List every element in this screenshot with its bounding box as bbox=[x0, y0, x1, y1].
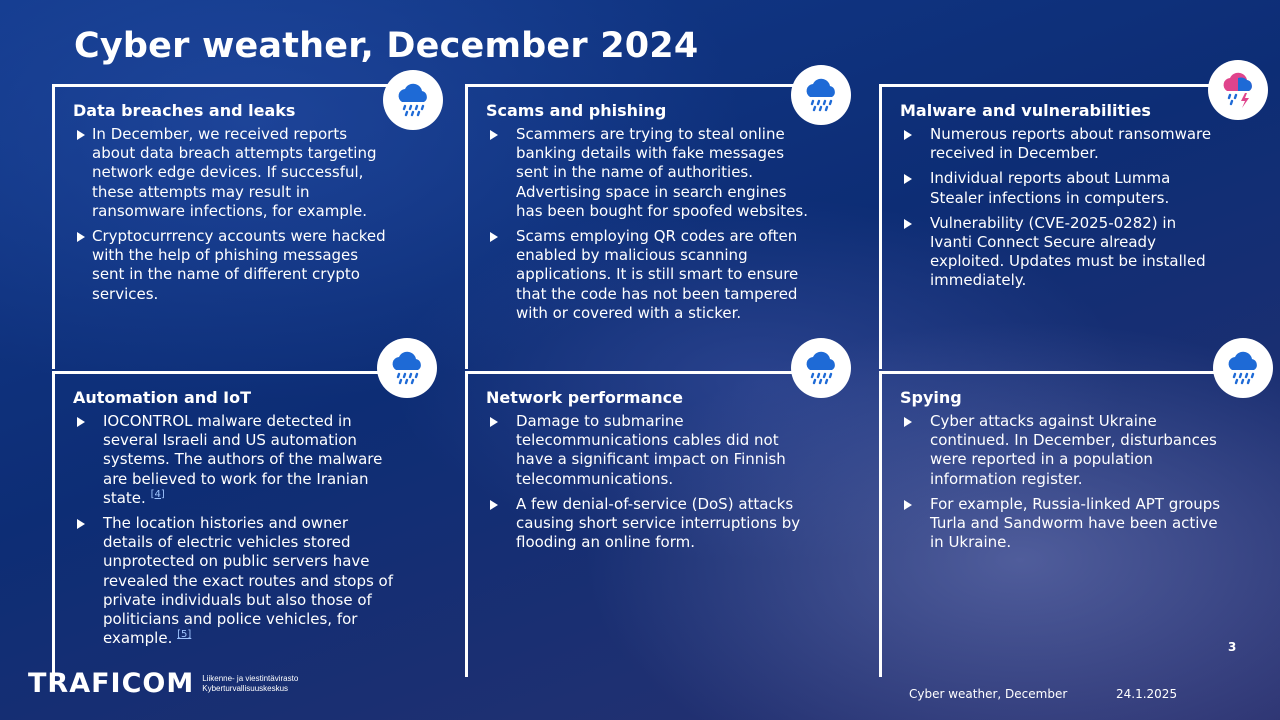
storm-cloud-icon bbox=[1208, 60, 1268, 120]
list-item: Cyber attacks against Ukraine continued. In December, disturbances were reported in a population information register. bbox=[902, 412, 1222, 489]
reference-link[interactable]: [4] bbox=[150, 488, 165, 500]
traficom-logo bbox=[28, 668, 298, 699]
list-item: Damage to submarine telecommunications cables did not have a significant impact on Finnish telecommunications. bbox=[488, 412, 808, 489]
list-item: Numerous reports about ransomware received in December. bbox=[902, 125, 1222, 163]
page-number: 3 bbox=[1228, 640, 1237, 654]
panel-spying bbox=[879, 371, 1239, 677]
panel-heading: Malware and vulnerabilities bbox=[900, 101, 1151, 120]
panel-data-breaches bbox=[52, 84, 412, 369]
bullet-list bbox=[75, 412, 395, 654]
rain-cloud-icon bbox=[791, 338, 851, 398]
footer-title: Cyber weather, December bbox=[909, 687, 1068, 701]
reference-link[interactable]: [5] bbox=[177, 629, 192, 641]
list-item: Individual reports about Lumma Stealer infections in computers. bbox=[902, 169, 1222, 207]
panel-scams-phishing bbox=[465, 84, 825, 369]
logo-subtitle bbox=[202, 674, 298, 694]
panel-network-performance bbox=[465, 371, 825, 677]
page-title: Cyber weather, December 2024 bbox=[74, 26, 699, 66]
logo-line-agency: Liikenne- ja viestintävirasto bbox=[202, 673, 299, 683]
logo-wordmark: TRAFICOM bbox=[28, 668, 195, 699]
rain-cloud-icon bbox=[383, 70, 443, 130]
list-item bbox=[75, 412, 395, 508]
list-item: Scams employing QR codes are often enabled by malicious scanning applications. It is still smart to ensure that the code has not been tampered with or covered with a sticker. bbox=[488, 227, 808, 323]
list-item: In December, we received reports about data breach attempts targeting network edge devices. If successful, these attempts may result in ransomware infections, for example. bbox=[75, 125, 395, 221]
footer-date: 24.1.2025 bbox=[1116, 687, 1178, 701]
list-item: Cryptocurrrency accounts were hacked with the help of phishing messages sent in the name of different crypto services. bbox=[75, 227, 395, 304]
panel-heading: Data breaches and leaks bbox=[73, 101, 296, 120]
panel-heading: Spying bbox=[900, 388, 962, 407]
list-item-text: The location histories and owner details of electric vehicles stored unprotected on public servers have revealed the exact routes and stops of private individuals but also those of politicians and police vehicles, for example. bbox=[103, 514, 394, 648]
bullet-list bbox=[488, 412, 808, 558]
panel-heading: Automation and IoT bbox=[73, 388, 252, 407]
bullet-list bbox=[902, 125, 1222, 297]
list-item: Vulnerability (CVE-2025-0282) in Ivanti Connect Secure already exploited. Updates must be installed immediately. bbox=[902, 214, 1222, 291]
list-item: For example, Russia-linked APT groups Turla and Sandworm have been active in Ukraine. bbox=[902, 495, 1222, 553]
logo-line-center: Kyberturvallisuuskeskus bbox=[202, 683, 289, 693]
panel-heading: Scams and phishing bbox=[486, 101, 667, 120]
list-item bbox=[75, 514, 395, 648]
bullet-list bbox=[488, 125, 808, 329]
panel-malware-vulnerabilities bbox=[879, 84, 1239, 369]
list-item: Scammers are trying to steal online banking details with fake messages sent in the name of authorities. Advertising space in search engines has been bought for spoofed websites. bbox=[488, 125, 808, 221]
rain-cloud-icon bbox=[1213, 338, 1273, 398]
list-item-text: IOCONTROL malware detected in several Israeli and US automation systems. The authors of the malware are believed to work for the Iranian state. bbox=[103, 412, 383, 507]
panel-automation-iot bbox=[52, 371, 412, 677]
rain-cloud-icon bbox=[791, 65, 851, 125]
panel-heading: Network performance bbox=[486, 388, 683, 407]
rain-cloud-icon bbox=[377, 338, 437, 398]
bullet-list bbox=[75, 125, 395, 310]
bullet-list bbox=[902, 412, 1222, 558]
list-item: A few denial-of-service (DoS) attacks causing short service interruptions by flooding an online form. bbox=[488, 495, 808, 553]
